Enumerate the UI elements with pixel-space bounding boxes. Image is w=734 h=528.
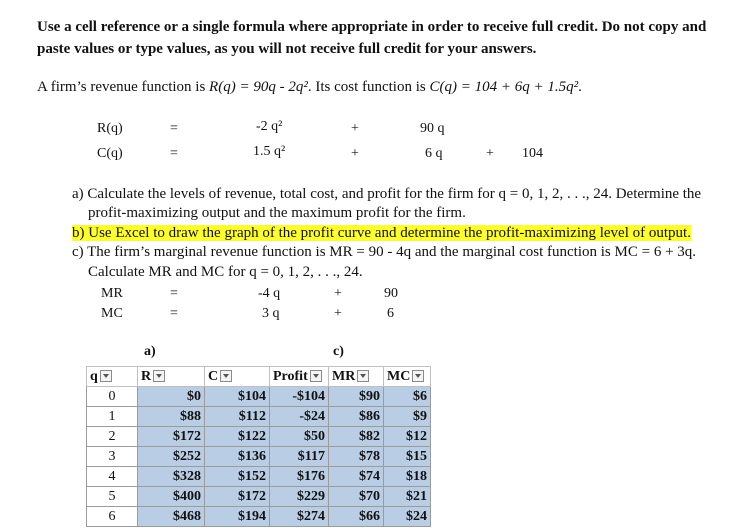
header-mc[interactable]: MC — [384, 367, 431, 387]
cell-r[interactable]: $252 — [138, 447, 205, 467]
cell-c[interactable]: $194 — [205, 507, 270, 527]
cell-r[interactable]: $468 — [138, 507, 205, 527]
functions-end: . — [578, 79, 582, 95]
cell-profit[interactable]: -$104 — [270, 387, 329, 407]
r-plus: + — [351, 121, 359, 136]
cell-mr[interactable]: $82 — [329, 427, 384, 447]
mc-label: MC — [101, 306, 123, 321]
revenue-function: R(q) = 90q - 2q² — [209, 79, 308, 95]
header-profit[interactable]: Profit — [270, 367, 329, 387]
c-term2: 6 q — [425, 146, 443, 161]
cell-c[interactable]: $104 — [205, 387, 270, 407]
part-b-line — [72, 224, 691, 243]
filter-dropdown-icon[interactable] — [153, 370, 165, 382]
cell-r[interactable]: $328 — [138, 467, 205, 487]
c-plus2: + — [486, 146, 494, 161]
cell-mc[interactable]: $15 — [384, 447, 431, 467]
cell-mc[interactable]: $24 — [384, 507, 431, 527]
part-a-line2: profit-maximizing output and the maximum profit for the firm. — [88, 205, 466, 221]
filter-dropdown-icon[interactable] — [310, 370, 322, 382]
table-row — [87, 487, 431, 507]
cell-profit[interactable]: $229 — [270, 487, 329, 507]
cell-mc[interactable]: $12 — [384, 427, 431, 447]
functions-mid: . Its cost function is — [307, 79, 430, 95]
table-row — [87, 447, 431, 467]
cell-q[interactable]: 1 — [87, 407, 138, 427]
cell-mr[interactable]: $78 — [329, 447, 384, 467]
cell-q[interactable]: 2 — [87, 427, 138, 447]
cell-mr[interactable]: $66 — [329, 507, 384, 527]
cell-mc[interactable]: $21 — [384, 487, 431, 507]
part-a-line1: a) Calculate the levels of revenue, total cost, and profit for the firm for q = 0, 1, 2, . . ., 24. Determine the — [72, 186, 702, 202]
mr-equals: = — [170, 286, 178, 301]
mr-term1: -4 q — [258, 286, 281, 301]
filter-dropdown-icon[interactable] — [220, 370, 232, 382]
mc-term1: 3 q — [262, 306, 280, 321]
filter-dropdown-icon[interactable] — [412, 370, 424, 382]
cell-q[interactable]: 3 — [87, 447, 138, 467]
cell-c[interactable]: $112 — [205, 407, 270, 427]
cell-r[interactable]: $400 — [138, 487, 205, 507]
cell-q[interactable]: 5 — [87, 487, 138, 507]
r-label: R(q) — [97, 121, 123, 136]
header-mr[interactable]: MR — [329, 367, 384, 387]
cell-c[interactable]: $136 — [205, 447, 270, 467]
mc-equals: = — [170, 306, 178, 321]
header-c[interactable]: C — [205, 367, 270, 387]
c-label: C(q) — [97, 146, 123, 161]
functions-line — [37, 79, 582, 96]
mr-label: MR — [101, 286, 123, 301]
part-c-line2: Calculate MR and MC for q = 0, 1, 2, . . ., 24. — [88, 264, 363, 280]
table-row — [87, 387, 431, 407]
cell-mr[interactable]: $70 — [329, 487, 384, 507]
r-term1: -2 q² — [256, 119, 283, 134]
table-row — [87, 427, 431, 447]
cell-q[interactable]: 6 — [87, 507, 138, 527]
filter-dropdown-icon[interactable] — [357, 370, 369, 382]
mc-term2: 6 — [387, 306, 394, 321]
c-term3: 104 — [522, 146, 543, 161]
c-plus1: + — [351, 146, 359, 161]
table-row — [87, 507, 431, 527]
cell-profit[interactable]: $176 — [270, 467, 329, 487]
section-label-a: a) — [144, 344, 156, 359]
cell-c[interactable]: $152 — [205, 467, 270, 487]
mr-term2: 90 — [384, 286, 398, 301]
cell-profit[interactable]: $117 — [270, 447, 329, 467]
cell-q[interactable]: 4 — [87, 467, 138, 487]
cell-r[interactable]: $0 — [138, 387, 205, 407]
cell-mc[interactable]: $18 — [384, 467, 431, 487]
header-q[interactable]: q — [87, 367, 138, 387]
r-equals: = — [170, 121, 178, 136]
c-term1: 1.5 q² — [253, 144, 286, 159]
c-equals: = — [170, 146, 178, 161]
filter-dropdown-icon[interactable] — [100, 370, 112, 382]
cell-c[interactable]: $122 — [205, 427, 270, 447]
mc-plus: + — [334, 306, 342, 321]
cell-profit[interactable]: $50 — [270, 427, 329, 447]
cell-c[interactable]: $172 — [205, 487, 270, 507]
cell-r[interactable]: $88 — [138, 407, 205, 427]
r-term2: 90 q — [420, 121, 445, 136]
cell-q[interactable]: 0 — [87, 387, 138, 407]
section-label-c: c) — [333, 344, 344, 359]
cell-mc[interactable]: $9 — [384, 407, 431, 427]
mr-plus: + — [334, 286, 342, 301]
cell-mr[interactable]: $90 — [329, 387, 384, 407]
cell-profit[interactable]: -$24 — [270, 407, 329, 427]
cell-mc[interactable]: $6 — [384, 387, 431, 407]
cell-r[interactable]: $172 — [138, 427, 205, 447]
table-header-row — [87, 367, 431, 387]
functions-intro: A firm’s revenue function is — [37, 79, 210, 95]
table-row — [87, 407, 431, 427]
header-r[interactable]: R — [138, 367, 205, 387]
part-b-highlight: b) Use Excel to draw the graph of the profit curve and determine the profit-maximizing level of output. — [72, 225, 691, 241]
part-c-line1: c) The firm’s marginal revenue function is MR = 90 - 4q and the marginal cost function is MC = 6 + 3q. — [72, 244, 697, 260]
cell-mr[interactable]: $86 — [329, 407, 384, 427]
results-table — [86, 366, 431, 527]
cell-mr[interactable]: $74 — [329, 467, 384, 487]
cost-function: C(q) = 104 + 6q + 1.5q² — [429, 79, 579, 95]
cell-profit[interactable]: $274 — [270, 507, 329, 527]
instructions: Use a cell reference or a single formula where appropriate in order to receive full credit. Do not copy and paste values or type values, as you will not receive full credit for your answers. — [37, 19, 707, 57]
table-row — [87, 467, 431, 487]
